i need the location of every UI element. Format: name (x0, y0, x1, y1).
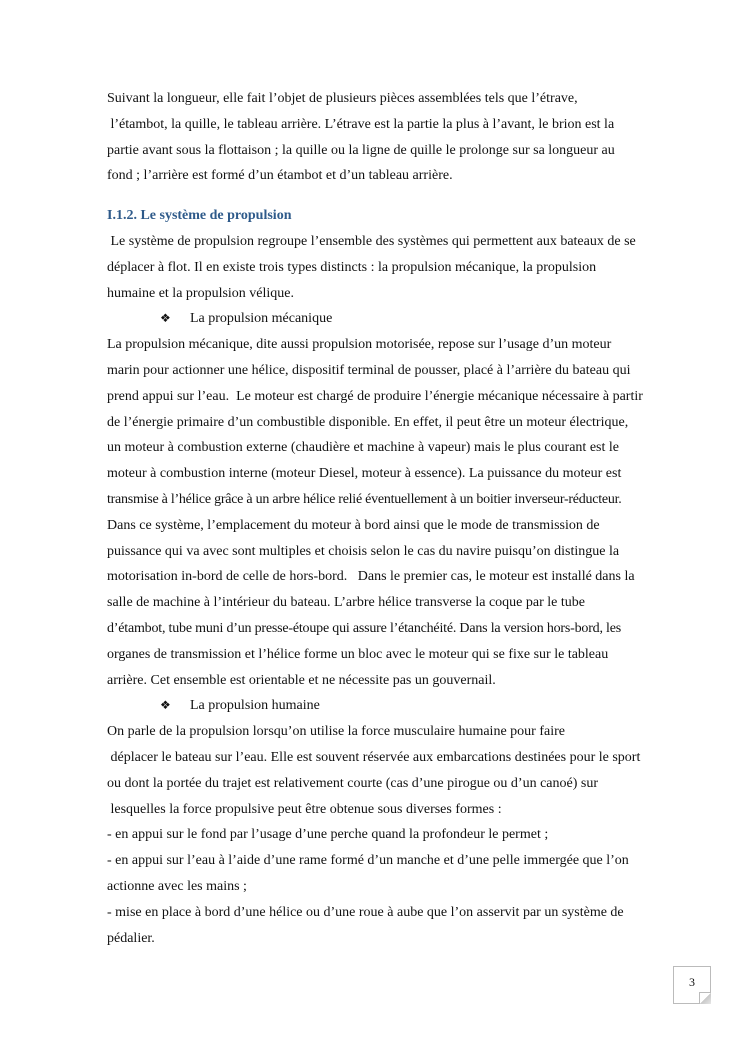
text-line: moteur à combustion interne (moteur Diesel, moteur à essence). La puissance du moteur est (107, 466, 622, 482)
list-item: - en appui sur l’eau à l’aide d’une rame formé d’un manche et d’une pelle immergée que l’on (107, 853, 629, 869)
text-line: humaine et la propulsion vélique. (107, 285, 295, 301)
text-line: Dans ce système, l’emplacement du moteur à bord ainsi que le mode de transmission de (107, 517, 600, 533)
text-line: prend appui sur l’eau. Le moteur est chargé de produire l’énergie mécanique nécessaire à partir (107, 388, 643, 404)
text-line: Suivant la longueur, elle fait l’objet de plusieurs pièces assemblées tels que l’étrave, (107, 91, 578, 106)
text-line: déplacer le bateau sur l’eau. Elle est souvent réservée aux embarcations destinées pour le sport (107, 749, 641, 765)
text-line: La propulsion mécanique, dite aussi propulsion motorisée, repose sur l’usage d’un moteur (107, 337, 612, 353)
text-line: arrière. Cet ensemble est orientable et ne nécessite pas un gouvernail. (107, 672, 496, 688)
intro-paragraph (107, 86, 673, 189)
bullet-mechanical (107, 306, 673, 332)
text-line: de l’énergie primaire d’un combustible disponible. En effet, il peut être un moteur électrique, (107, 414, 629, 430)
text-line: l’étambot, la quille, le tableau arrière. L’étrave est la partie la plus à l’avant, le brion est la (107, 116, 615, 132)
human-paragraph (107, 719, 673, 951)
text-line: Le système de propulsion regroupe l’ensemble des systèmes qui permettent aux bateaux de se (107, 233, 636, 249)
page-curl-icon (699, 992, 711, 1004)
bullet-label: La propulsion humaine (190, 698, 320, 714)
text-line: ou dont la portée du trajet est relativement courte (cas d’une pirogue ou d’un canoé) sur (107, 775, 598, 791)
page-number-box (673, 966, 711, 1004)
page-content (107, 86, 673, 951)
mechanical-paragraph (107, 332, 673, 693)
diamond-bullet-icon: ❖ (160, 698, 171, 713)
bullet-label: La propulsion mécanique (190, 311, 333, 327)
text-line: puissance qui va avec sont multiples et choisis selon le cas du navire puisqu’on distingue la (107, 543, 620, 559)
text-line: un moteur à combustion externe (chaudière et machine à vapeur) mais le plus courant est le (107, 440, 619, 456)
text-line: marin pour actionner une hélice, dispositif terminal de pousser, placé à l’arrière du bateau qui (107, 362, 631, 378)
text-line: lesquelles la force propulsive peut être obtenue sous diverses formes : (107, 801, 502, 817)
list-item-continuation: actionne avec les mains ; (107, 878, 247, 894)
text-line: partie avant sous la flottaison ; la quille ou la ligne de quille le prolonge sur sa longueur au (107, 142, 615, 158)
section-heading: I.1.2. Le système de propulsion (107, 208, 292, 224)
list-item-continuation: pédalier. (107, 930, 155, 946)
list-item: - mise en place à bord d’une hélice ou d’une roue à aube que l’on asservit par un système de (107, 904, 624, 920)
list-item: - en appui sur le fond par l’usage d’une perche quand la profondeur le permet ; (107, 827, 549, 843)
text-line: d’étambot, tube muni d’un presse-étoupe qui assure l’étanchéité. Dans la version hors-bord, les (107, 620, 622, 636)
text-line: salle de machine à l’intérieur du bateau. L’arbre hélice transverse la coque par le tube (107, 595, 585, 611)
section-intro-paragraph (107, 229, 673, 306)
text-line: déplacer à flot. Il en existe trois types distincts : la propulsion mécanique, la propulsion (107, 259, 597, 275)
text-line: fond ; l’arrière est formé d’un étambot et d’un tableau arrière. (107, 168, 453, 184)
bullet-human (107, 693, 673, 719)
page-number: 3 (689, 975, 695, 989)
text-line: motorisation in-bord de celle de hors-bord. Dans le premier cas, le moteur est installé dans la (107, 569, 635, 585)
text-line: transmise à l’hélice grâce à un arbre hélice relié éventuellement à un boitier inverseur-réducteur. (107, 491, 622, 507)
diamond-bullet-icon: ❖ (160, 311, 171, 326)
text-line: organes de transmission et l’hélice forme un bloc avec le moteur qui se fixe sur le tableau (107, 646, 609, 662)
text-line: On parle de la propulsion lorsqu’on utilise la force musculaire humaine pour faire (107, 724, 565, 740)
